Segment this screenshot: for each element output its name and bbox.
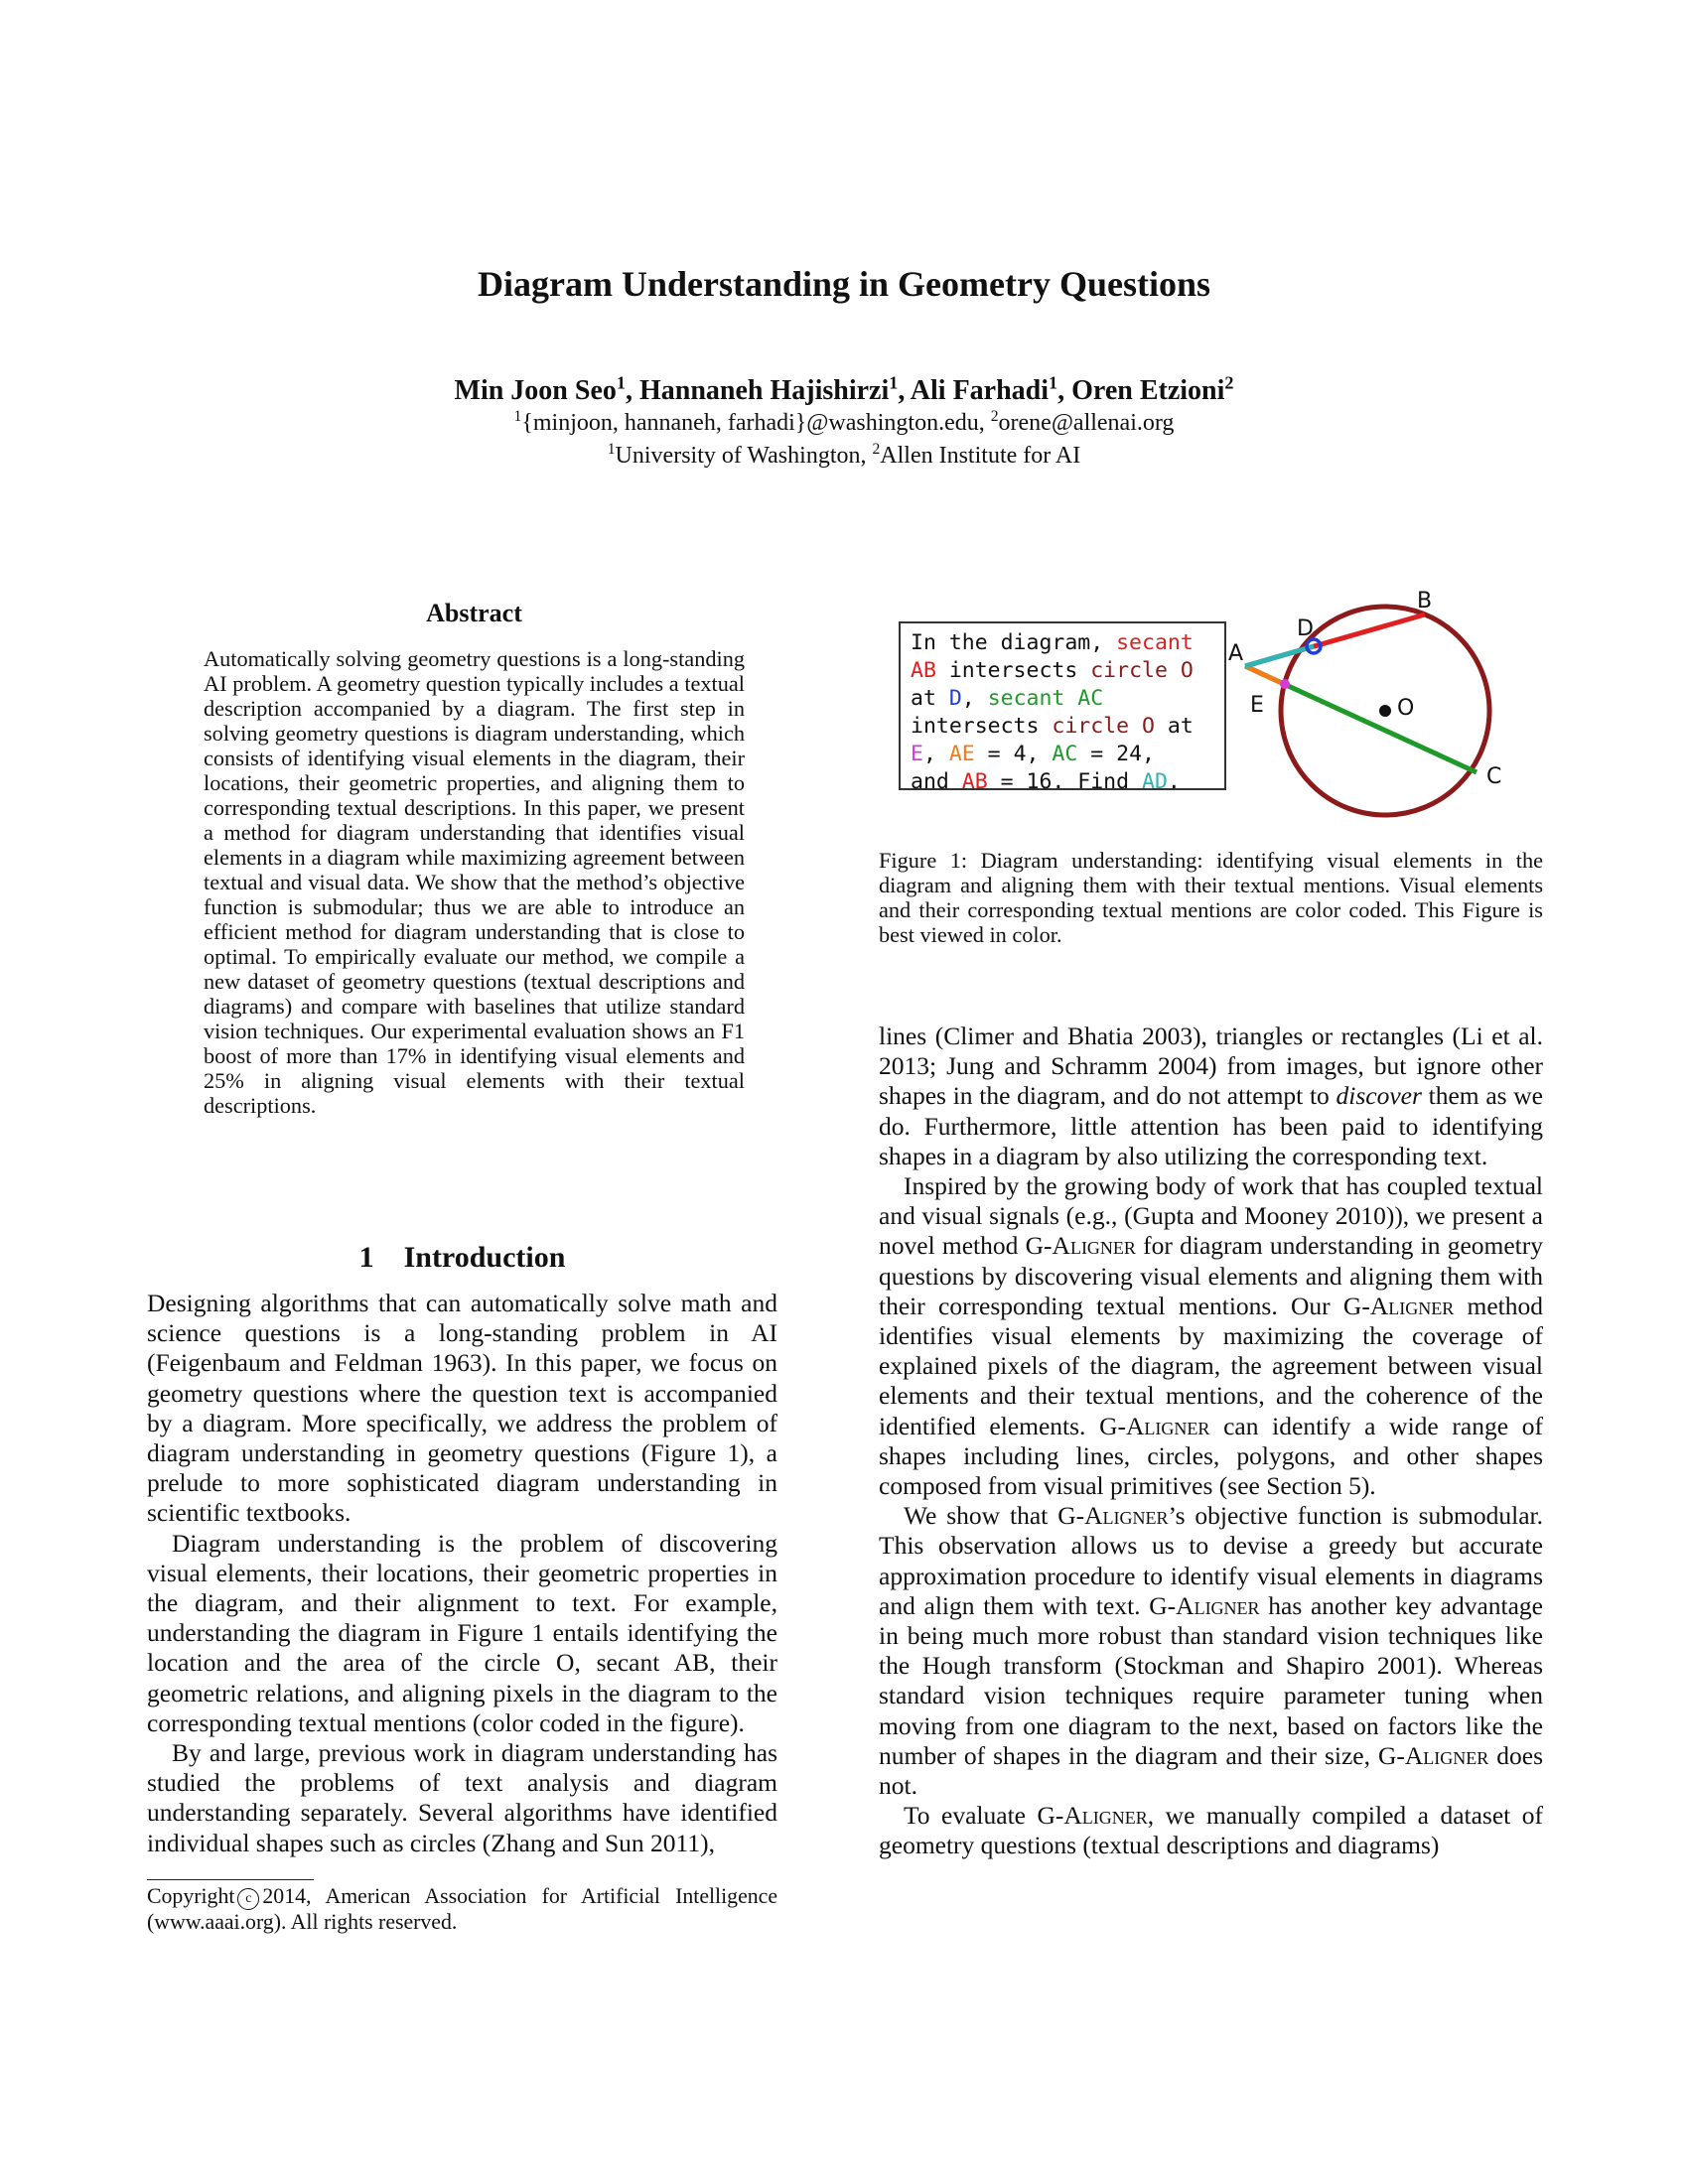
question-segment: circle O: [1090, 658, 1194, 683]
question-segment: .: [1167, 769, 1181, 794]
question-line: [911, 741, 1224, 768]
question-segment: AE: [948, 742, 975, 766]
question-segment: secant AC: [987, 686, 1104, 711]
system-name: G-Aligner: [1377, 1740, 1489, 1770]
author-emails: $^1${minjoon, hannaneh, farhadi}@washington.edu, $^2$orene@allenai.org: [513, 408, 1175, 436]
label-e: E: [1250, 693, 1264, 718]
author-name: Oren Etzioni: [1071, 375, 1225, 406]
author-name: Min Joon Seo: [454, 375, 617, 406]
question-segment: E: [911, 742, 923, 766]
question-segment: AC: [1052, 742, 1078, 766]
label-c: C: [1486, 764, 1502, 789]
question-segment: circle O: [1052, 714, 1155, 739]
system-name: G-Aligner: [1037, 1801, 1148, 1831]
right-column-body: [879, 1022, 1543, 1861]
question-line: [911, 685, 1224, 713]
question-segment: AB: [911, 658, 936, 683]
question-line: [911, 657, 1224, 685]
left-column-body: [147, 1289, 777, 1858]
copyright-footnote: Copyright c 2014, American Association for Artificial Intelligence (www.aaai.org). All rights reserved.: [147, 1884, 777, 1934]
author-affil-mark: 1: [889, 372, 899, 393]
segment-ad: [1245, 646, 1314, 666]
question-segment: intersects: [935, 658, 1091, 683]
copyright-symbol: c: [237, 1888, 259, 1910]
paragraph: To evaluate G-Aligner, we manually compiled a dataset of geometry questions (textual descriptions and diagrams): [879, 1801, 1543, 1860]
paragraph: Designing algorithms that can automatically solve math and science questions is a long-standing problem in AI (Feigenbaum and Feldman 1963). In this paper, we focus on geometry questions where the question text is accompanied by a diagram. More specifically, we address the problem of diagram understanding in geometry questions (Figure 1), a prelude to more sophisticated diagram understanding in scientific textbooks.: [147, 1289, 777, 1528]
paragraph: Diagram understanding is the problem of discovering visual elements, their locations, their geometric properties in the diagram, and their alignment to text. For example, understanding the diagram in Figure 1 entails identifying the location and the area of the circle O, secant AB, their geometric relations, and aligning pixels in the diagram to the corresponding textual mentions (color coded in the figure).: [147, 1528, 777, 1737]
system-name: G-Aligner: [1149, 1590, 1260, 1620]
question-segment: In the diagram,: [911, 630, 1117, 655]
system-name: G-Aligner: [1342, 1291, 1455, 1320]
segment-ae: [1245, 666, 1284, 684]
question-segment: intersects: [911, 714, 1053, 739]
paragraph: We show that G-Aligner’s objective function is submodular. This observation allows us to devise a greedy but accurate approximation procedure to identify visual elements in diagrams and align them with text. G-Aligner has another key advantage in being much more robust than standard vision techniques like the Hough transform (Stockman and Shapiro 2001). Whereas standard vision techniques require parameter tuning when moving from one diagram to the next, based on factors like the number of shapes in the diagram and their size, G-Aligner does not.: [879, 1501, 1544, 1801]
geometry-diagram: [1226, 586, 1544, 824]
question-line: [911, 629, 1224, 657]
author-list: Min Joon Seo$^1$, Hannaneh Hajishirzi$^1$, Ali Farhadi$^1$, Oren Etzioni$^2$: [454, 372, 1234, 406]
question-segment: at: [1154, 714, 1194, 739]
author-affil-mark: 1: [616, 372, 626, 393]
point-e-marker: [1280, 679, 1290, 689]
question-segment: secant: [1116, 630, 1194, 655]
question-segment: = 24,: [1077, 742, 1155, 766]
question-segment: = 4,: [974, 742, 1053, 766]
question-segment: at: [911, 686, 949, 711]
abstract-heading: Abstract: [426, 599, 522, 627]
footnote-rule: [147, 1879, 314, 1880]
author-affiliations: $^1$University of Washington, $^2$Allen Institute for AI: [607, 441, 1081, 469]
paragraph: By and large, previous work in diagram understanding has studied the problems of text analysis and diagram understanding separately. Several algorithms have identified individual shapes such as circles (Zhang and Sun 2011),: [147, 1738, 777, 1857]
author-name: Ali Farhadi: [910, 375, 1050, 406]
section-heading-introduction: 1 Introduction: [358, 1241, 566, 1274]
question-segment: ,: [922, 742, 949, 766]
question-segment: AB: [961, 769, 988, 794]
question-segment: D: [948, 686, 962, 711]
paragraph: lines (Climer and Bhatia 2003), triangles or rectangles (Li et al. 2013; Jung and Schramm 2004) from images, but ignore other shapes in the diagram, and do not attempt to discover them as we do. Furthermore, little attention has been paid to identifying shapes in a diagram by also utilizing the corresponding text.: [879, 1022, 1544, 1170]
question-segment: ,: [961, 686, 988, 711]
question-line: [911, 768, 1224, 796]
paper-title: Diagram Understanding in Geometry Questions: [478, 264, 1210, 304]
label-b: B: [1417, 589, 1433, 614]
center-o-marker: [1379, 705, 1391, 717]
author-affil-mark: 1: [1049, 372, 1058, 393]
paragraph: Inspired by the growing body of work that has coupled textual and visual signals (e.g., (Gupta and Mooney 2010)), we present a novel method G-Aligner for diagram understanding in geometry questions by discovering visual elements and aligning them with their corresponding textual mentions. Our G-Aligner method identifies visual elements by maximizing the coverage of explained pixels of the diagram, the agreement between visual elements and their textual mentions, and the coherence of the identified elements. G-Aligner can identify a wide range of shapes including lines, circles, polygons, and other shapes composed from visual primitives (see Section 5).: [879, 1171, 1544, 1501]
label-a: A: [1228, 641, 1244, 666]
author-affil-mark: 2: [1224, 372, 1234, 393]
question-segment: = 16. Find: [987, 769, 1143, 794]
system-name: G-Aligner: [1057, 1501, 1169, 1531]
author-name: Hannaneh Hajishirzi: [638, 375, 890, 406]
question-segment: and: [911, 769, 962, 794]
figure-question-box: [899, 621, 1226, 794]
label-d: D: [1297, 616, 1314, 641]
abstract-text: Automatically solving geometry questions is a long-standing AI problem. A geometry question typically includes a textual description accompanied by a diagram. The first step in solving geometry questions is diagram understanding, which consists of identifying visual elements in the diagram, their locations, their geometric properties, and aligning them to corresponding textual descriptions. In this paper, we present a method for diagram understanding that identifies visual elements in a diagram while maximizing agreement between textual and visual data. We show that the method’s objective function is submodular; thus we are able to introduce an efficient method for diagram understanding that is close to optimal. To empirically evaluate our method, we compile a new dataset of geometry questions (textual descriptions and diagrams) and compare with baselines that utilize standard vision techniques. Our experimental evaluation shows an F1 boost of more than 17% in identifying visual elements and 25% in aligning visual elements with their textual descriptions.: [204, 646, 745, 1118]
system-name: G-Aligner: [1025, 1231, 1136, 1261]
question-line: [911, 713, 1224, 741]
system-name: G-Aligner: [1099, 1411, 1210, 1440]
figure-caption: Figure 1: Diagram understanding: identifying visual elements in the diagram and aligning them with their textual mentions. Visual elements and their corresponding textual mentions are color coded. This Figure is best viewed in color.: [879, 848, 1543, 947]
question-segment: AD: [1142, 769, 1168, 794]
label-o: O: [1397, 696, 1415, 721]
